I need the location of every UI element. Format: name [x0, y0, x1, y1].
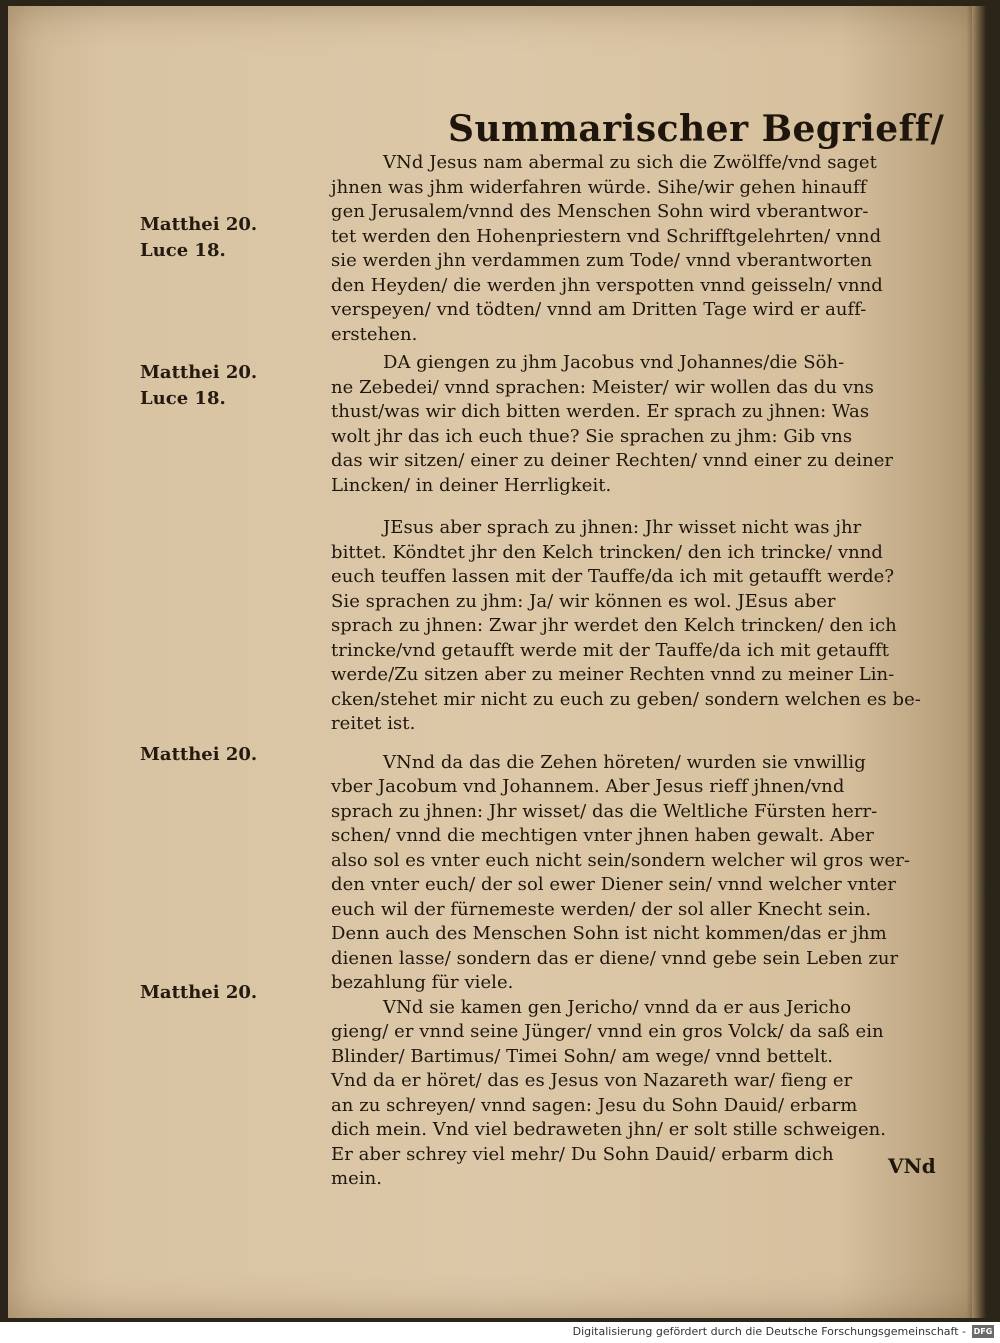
marginal-note: Luce 18.: [140, 388, 226, 409]
text-line: JEsus aber sprach zu jhnen: Jhr wisset nicht was jhr: [383, 517, 862, 538]
marginal-note: Matthei 20.: [140, 362, 258, 383]
footer-credit: Digitalisierung gefördert durch die Deutsche Forschungsgemeinschaft -: [572, 1325, 966, 1338]
text-line: tet werden den Hohenpriestern vnd Schrifftgelehrten/ vnnd: [331, 225, 882, 247]
text-line: trincke/vnd getaufft werde mit der Tauffe/da ich mit getaufft: [331, 639, 889, 661]
text-line: Blinder/ Bartimus/ Timei Sohn/ am wege/ vnnd bettelt.: [331, 1045, 834, 1067]
text-line: schen/ vnnd die mechtigen vnter jhnen haben gewalt. Aber: [331, 825, 874, 846]
text-line: Lincken/ in deiner Herrligkeit.: [331, 474, 612, 496]
text-line: sprach zu jhnen: Jhr wisset/ das die Weltliche Fürsten herr-: [331, 800, 878, 822]
text-line: gen Jerusalem/vnnd des Menschen Sohn wird vberantwor-: [331, 201, 869, 222]
text-line: thust/was wir dich bitten werden. Er sprach zu jhnen: Was: [331, 401, 870, 422]
text-line: dienen lasse/ sondern das er diene/ vnnd gebe sein Leben zur: [331, 947, 899, 969]
text-line: vber Jacobum vnd Johannem. Aber Jesus rieff jhnen/vnd: [331, 776, 845, 797]
text-line: das wir sitzen/ einer zu deiner Rechten/ vnnd einer zu deiner: [331, 450, 894, 471]
text-line: den Heyden/ die werden jhn verspotten vnnd geisseln/ vnnd: [331, 274, 883, 296]
text-line: VNd sie kamen gen Jericho/ vnnd da er aus Jericho: [383, 996, 852, 1018]
text-line: Er aber schrey viel mehr/ Du Sohn Dauid/ erbarm dich: [331, 1143, 834, 1165]
text-line: VNnd da das die Zehen höreten/ wurden sie vnwillig: [383, 751, 866, 773]
text-line: euch teuffen lassen mit der Tauffe/da ich mit getaufft werde?: [331, 566, 895, 587]
text-line: Sie sprachen zu jhm: Ja/ wir können es wol. JEsus aber: [331, 590, 836, 612]
text-line: wolt jhr das ich euch thue? Sie sprachen zu jhm: Gib vns: [331, 425, 853, 447]
text-line: an zu schreyen/ vnnd sagen: Jesu du Sohn Dauid/ erbarm: [331, 1094, 858, 1116]
text-line: dich mein. Vnd viel bedraweten jhn/ er solt stille schweigen.: [331, 1119, 887, 1140]
text-line: mein.: [331, 1168, 383, 1189]
marginal-note: Matthei 20.: [140, 982, 258, 1003]
marginal-note: Matthei 20.: [140, 214, 258, 235]
marginal-note: Luce 18.: [140, 240, 226, 261]
text-line: werde/Zu sitzen aber zu meiner Rechten vnnd zu meiner Lin-: [331, 664, 895, 685]
text-line: sie werden jhn verdammen zum Tode/ vnnd vberantworten: [331, 250, 873, 271]
text-line: ne Zebedei/ vnnd sprachen: Meister/ wir wollen das du vns: [331, 376, 874, 398]
text-line: sprach zu jhnen: Zwar jhr werdet den Kelch trincken/ den ich: [331, 615, 897, 636]
text-line: bezahlung für viele.: [331, 972, 514, 993]
text-line: Vnd da er höret/ das es Jesus von Nazareth war/ fieng er: [331, 1070, 853, 1091]
text-line: jhnen was jhm widerfahren würde. Sihe/wir gehen hinauff: [331, 176, 867, 198]
text-line: gieng/ er vnnd seine Jünger/ vnnd ein gros Volck/ da saß ein: [331, 1021, 884, 1042]
text-line: den vnter euch/ der sol ewer Diener sein/ vnnd welcher vnter: [331, 874, 897, 895]
text-line: verspeyen/ vnd tödten/ vnnd am Dritten Tage wird er auff-: [331, 299, 867, 320]
text-line: erstehen.: [331, 323, 418, 345]
text-line: Denn auch des Menschen Sohn ist nicht kommen/das er jhm: [331, 923, 887, 944]
text-line: bittet. Köndtet jhr den Kelch trincken/ den ich trincke/ vnnd: [331, 541, 883, 563]
text-line: VNd Jesus nam abermal zu sich die Zwölffe/vnd saget: [383, 152, 877, 173]
running-head: Summarischer Begrieff/: [448, 108, 945, 150]
page-edge: [972, 6, 986, 1318]
dfg-logo: DFG: [973, 1327, 993, 1336]
text-line: DA giengen zu jhm Jacobus vnd Johannes/die Söh-: [383, 352, 845, 373]
text-line: reitet ist.: [331, 713, 416, 734]
text-line: cken/stehet mir nicht zu euch zu geben/ sondern welchen es be-: [331, 688, 921, 710]
marginal-note: Matthei 20.: [140, 744, 258, 765]
catchword: VNd: [888, 1154, 936, 1178]
text-line: also sol es vnter euch nicht sein/sondern welcher wil gros wer-: [331, 849, 911, 871]
text-line: euch wil der fürnemeste werden/ der sol aller Knecht sein.: [331, 898, 872, 920]
